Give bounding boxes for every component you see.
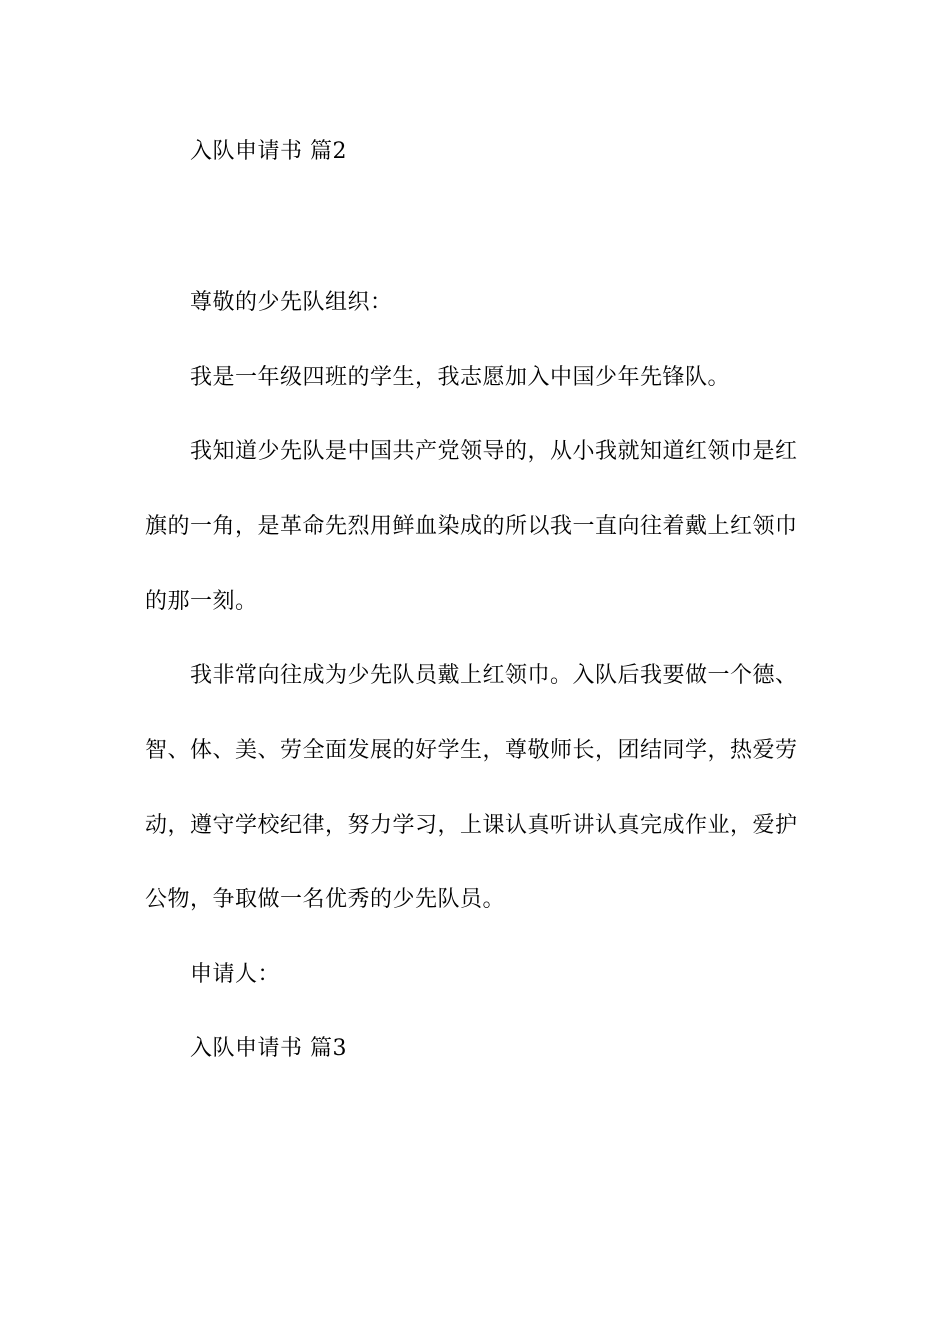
paragraph-1: 我是一年级四班的学生，我志愿加入中国少年先锋队。 [190,365,731,390]
section-heading-3: 入队申请书 篇3 [190,1036,347,1061]
applicant-label: 申请人： [190,962,281,987]
paragraph-2-line-1: 我知道少先队是中国共产党领导的，从小我就知道红领巾是红 [190,439,798,464]
paragraph-3-line-1: 我非常向往成为少先队员戴上红领巾。入队后我要做一个德、 [190,663,798,688]
section-heading-2: 入队申请书 篇2 [190,139,347,164]
paragraph-2-line-3: 的那一刻。 [145,589,258,614]
paragraph-2-line-2: 旗的一角，是革命先烈用鲜血染成的所以我一直向往着戴上红领巾 [145,514,798,539]
paragraph-3-line-3: 动，遵守学校纪律，努力学习，上课认真听讲认真完成作业，爱护 [145,813,798,838]
salutation: 尊敬的少先队组织： [190,290,393,315]
paragraph-3-line-2: 智、体、美、劳全面发展的好学生，尊敬师长，团结同学，热爱劳 [145,738,798,763]
paragraph-3-line-4: 公物，争取做一名优秀的少先队员。 [145,887,506,912]
